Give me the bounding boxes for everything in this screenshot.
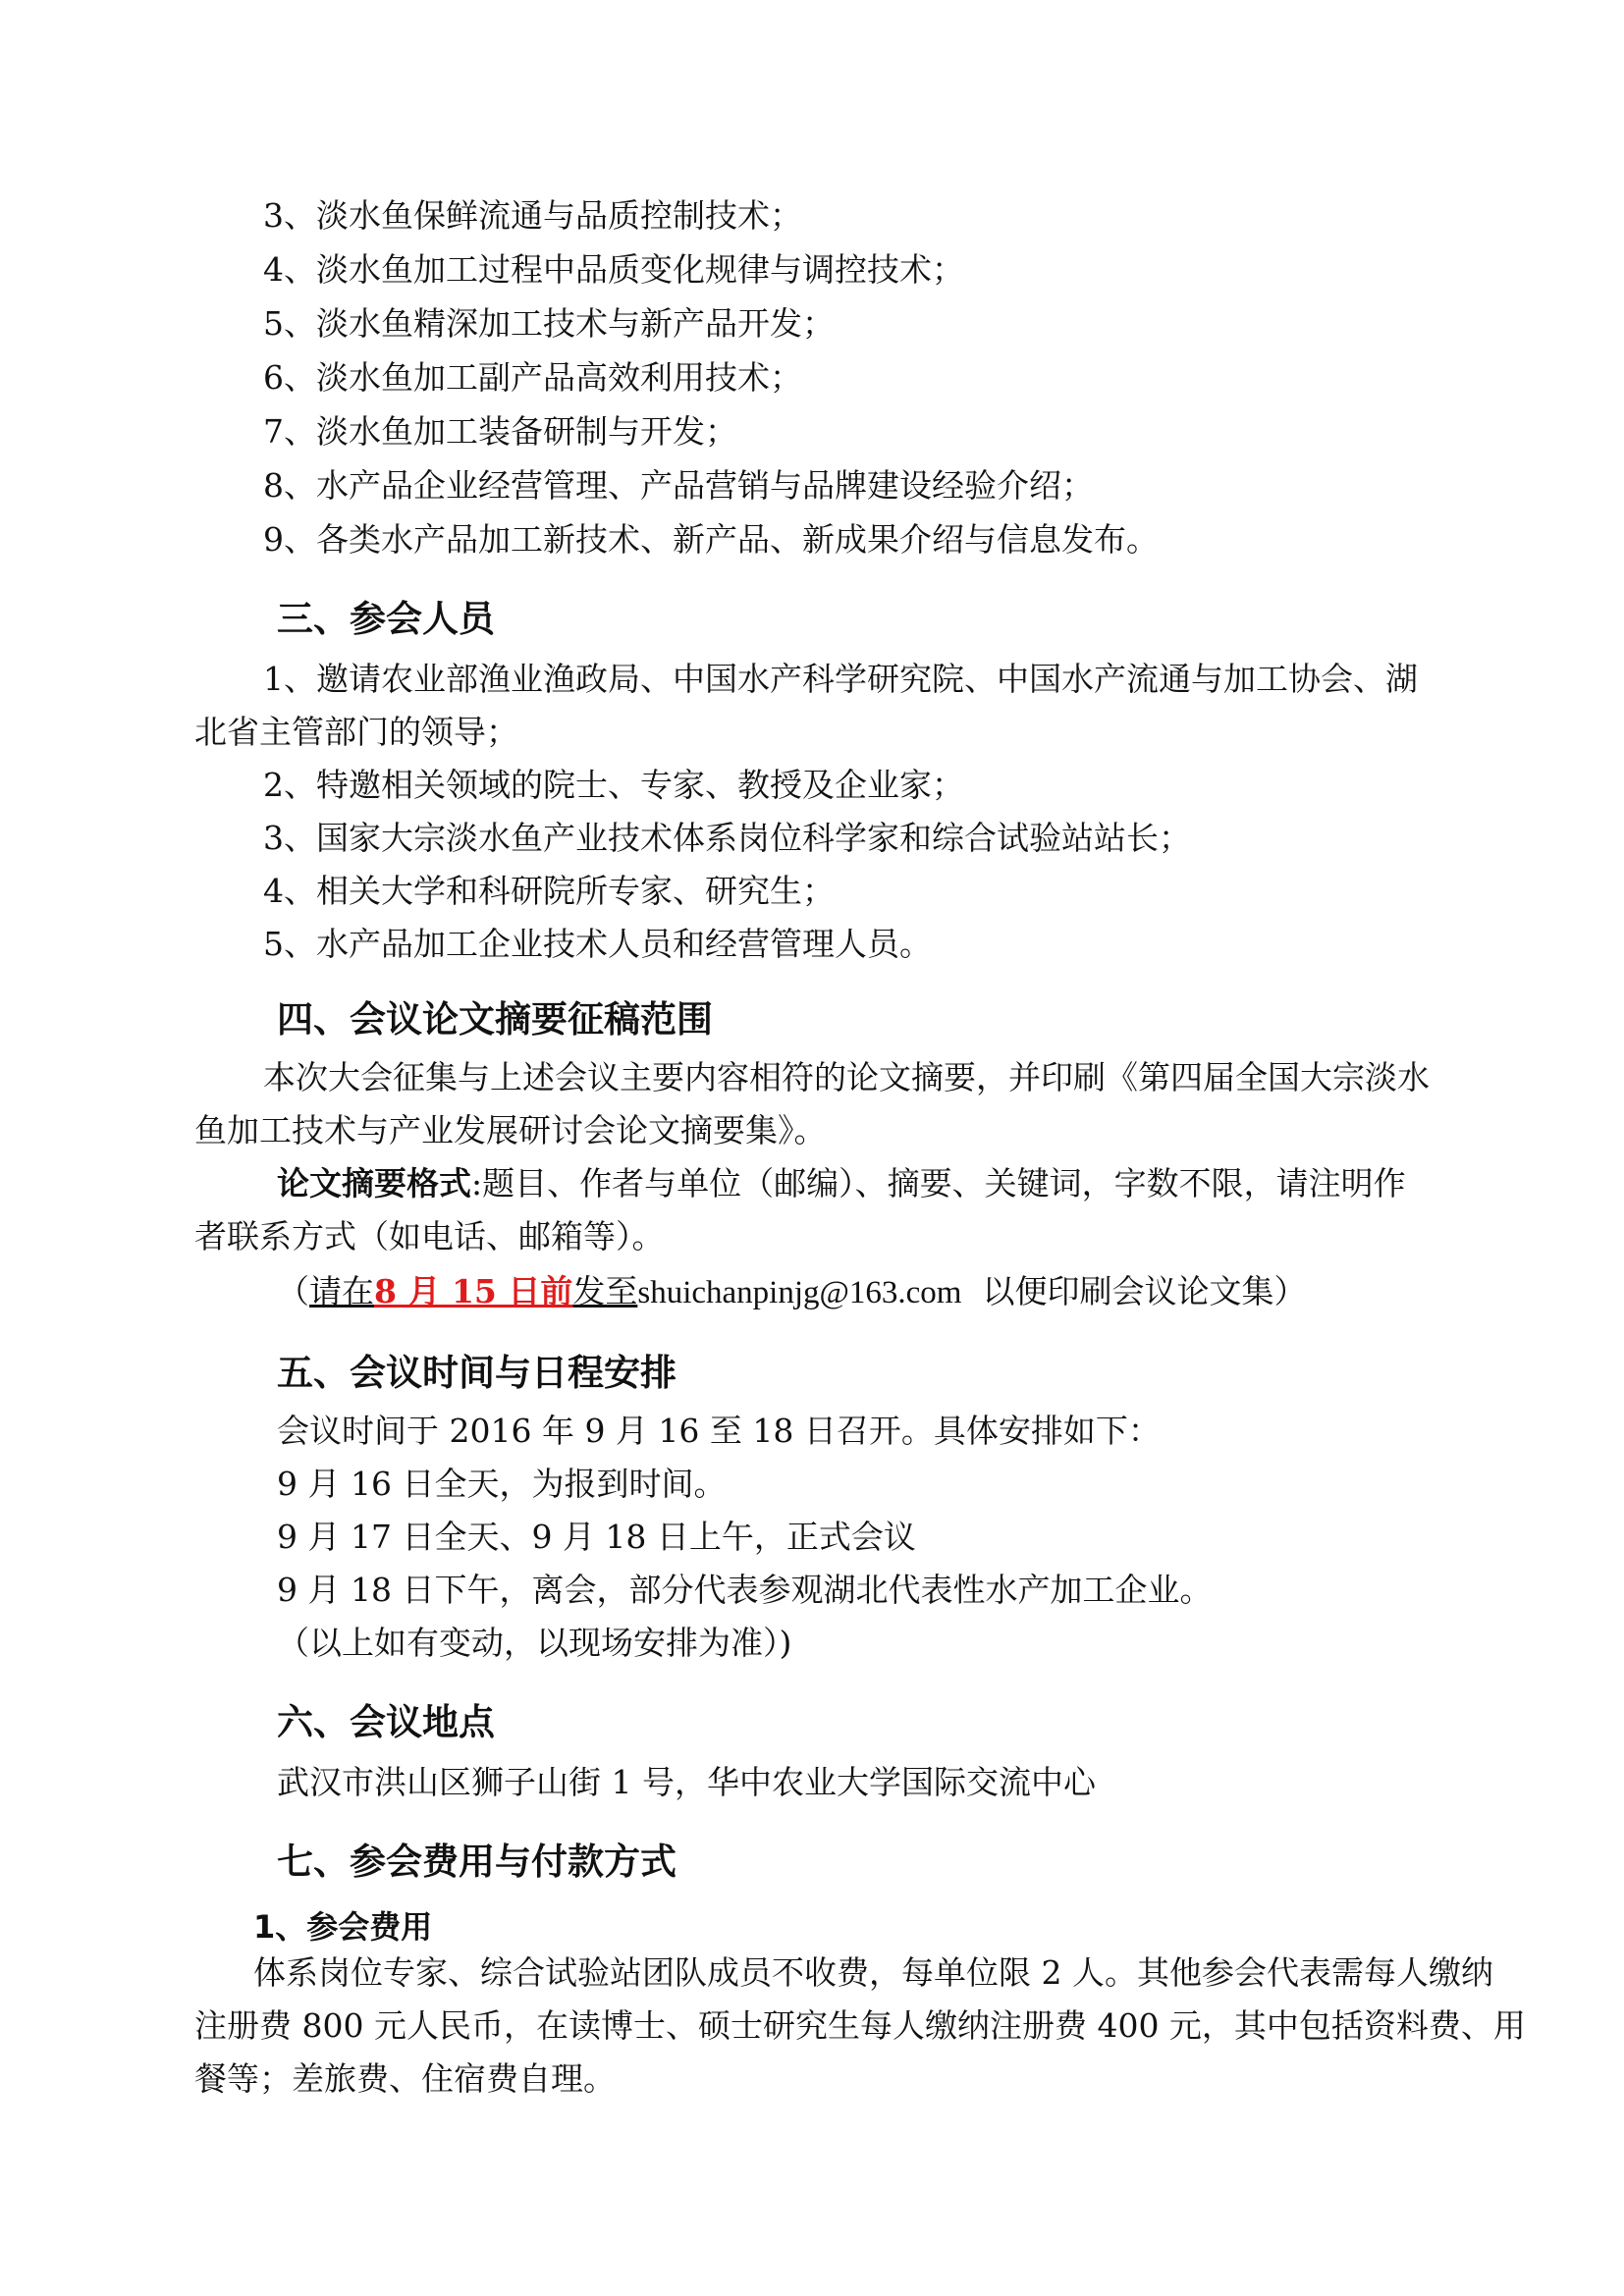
fee-line-1: 体系岗位专家、综合试验站团队成员不收费，每单位限 2 人。其他参会代表需每人缴纳 — [253, 1953, 1493, 1992]
notice-prefix: 请在 — [309, 1272, 374, 1310]
topic-item-4: 4、淡水鱼加工过程中品质变化规律与调控技术； — [263, 250, 964, 289]
topic-item-5: 5、淡水鱼精深加工技术与新产品开发； — [263, 304, 835, 343]
schedule-note: （以上如有变动，以现场安排为准）) — [277, 1624, 792, 1662]
attendee-line-5: 5、水产品加工企业技术人员和经营管理人员。 — [263, 925, 932, 963]
subheading-registration-fee: 1、参会费用 — [253, 1908, 433, 1946]
section-heading-fees: 七、参会费用与付款方式 — [277, 1841, 677, 1883]
schedule-line-3: 9 月 17 日全天、9 月 18 日上午，正式会议 — [277, 1518, 916, 1556]
topic-item-3: 3、淡水鱼保鲜流通与品质控制技术； — [263, 196, 802, 235]
section-heading-venue: 六、会议地点 — [277, 1701, 495, 1743]
topic-item-7: 7、淡水鱼加工装备研制与开发； — [263, 412, 737, 451]
topic-item-6: 6、淡水鱼加工副产品高效利用技术； — [263, 358, 802, 397]
attendee-line-1: 1、邀请农业部渔业渔政局、中国水产科学研究院、中国水产流通与加工协会、湖 — [263, 660, 1418, 698]
abstracts-para-line-1: 本次大会征集与上述会议主要内容相符的论文摘要，并印刷《第四届全国大宗淡水 — [263, 1058, 1430, 1096]
notice-suffix: 以便印刷会议论文集） — [982, 1272, 1307, 1310]
notice-open: （ — [277, 1272, 309, 1310]
section-heading-abstracts: 四、会议论文摘要征稿范围 — [277, 998, 713, 1041]
submission-deadline: 8 月 15 日前 — [374, 1272, 573, 1310]
schedule-line-2: 9 月 16 日全天，为报到时间。 — [277, 1465, 727, 1503]
submission-email-link[interactable]: shuichanpinjg@163.com — [637, 1275, 962, 1310]
section-heading-schedule: 五、会议时间与日程安排 — [277, 1352, 677, 1394]
schedule-line-1: 会议时间于 2016 年 9 月 16 至 18 日召开。具体安排如下： — [277, 1412, 1161, 1450]
fee-line-2: 注册费 800 元人民币，在读博士、硕士研究生每人缴纳注册费 400 元，其中包括资料费、用 — [194, 2006, 1526, 2045]
attendee-line-3: 3、国家大宗淡水鱼产业技术体系岗位科学家和综合试验站站长； — [263, 819, 1191, 857]
topic-item-9: 9、各类水产品加工新技术、新产品、新成果介绍与信息发布。 — [263, 520, 1159, 559]
notice-send: 发至 — [572, 1272, 638, 1310]
attendee-line-4: 4、相关大学和科研院所专家、研究生； — [263, 872, 835, 910]
schedule-line-4: 9 月 18 日下午，离会，部分代表参观湖北代表性水产加工企业。 — [277, 1571, 1213, 1609]
abstract-format-text: :题目、作者与单位（邮编）、摘要、关键词，字数不限，请注明作 — [471, 1164, 1406, 1202]
abstract-format-line — [277, 1164, 1406, 1203]
abstract-format-label: 论文摘要格式 — [277, 1164, 471, 1202]
topic-item-8: 8、水产品企业经营管理、产品营销与品牌建设经验介绍； — [263, 466, 1094, 505]
section-heading-attendees: 三、参会人员 — [277, 598, 495, 640]
venue-address: 武汉市洪山区狮子山街 1 号，华中农业大学国际交流中心 — [277, 1763, 1096, 1801]
attendee-line-2: 2、特邀相关领域的院士、专家、教授及企业家； — [263, 766, 964, 804]
abstracts-para-line-2: 鱼加工技术与产业发展研讨会论文摘要集》。 — [194, 1111, 827, 1149]
abstract-format-line-2: 者联系方式（如电话、邮箱等）。 — [194, 1217, 665, 1255]
submission-notice — [277, 1272, 1306, 1313]
attendee-line-1-cont: 北省主管部门的领导； — [194, 713, 518, 751]
fee-line-3: 餐等；差旅费、住宿费自理。 — [194, 2059, 616, 2098]
